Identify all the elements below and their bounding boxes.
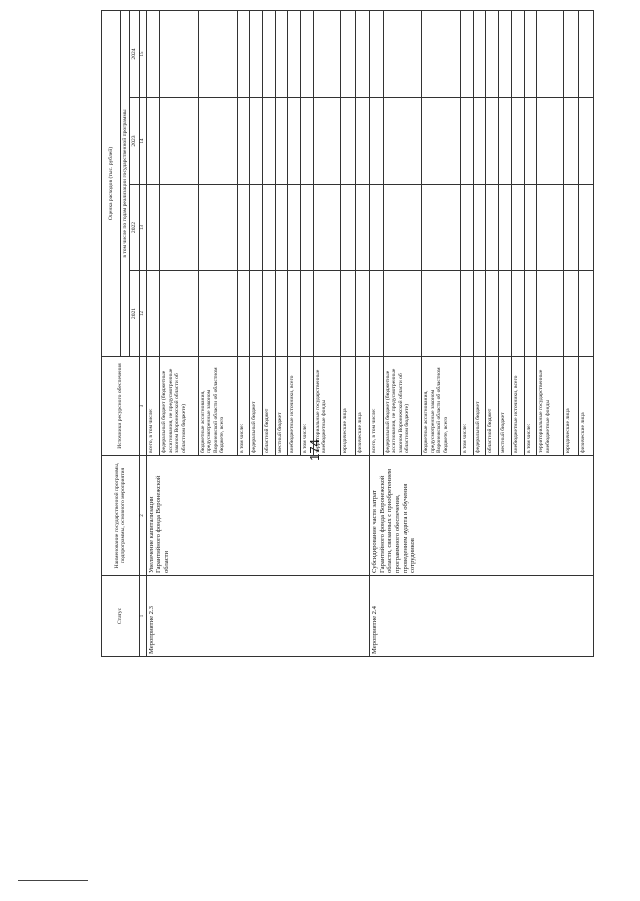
amount-cell [486, 185, 499, 271]
amount-cell [237, 185, 250, 271]
amount-cell [301, 98, 314, 185]
amount-cell [250, 98, 263, 185]
amount-cell [511, 98, 524, 185]
amount-cell [355, 11, 370, 98]
amount-cell [383, 271, 422, 357]
amount-cell [301, 11, 314, 98]
header-year: 2024 [130, 11, 139, 98]
funding-source-cell: местный бюджет [499, 357, 512, 456]
amount-cell [537, 185, 564, 271]
column-number: 13 [139, 185, 146, 271]
amount-cell [578, 185, 593, 271]
amount-cell [499, 185, 512, 271]
amount-cell [537, 271, 564, 357]
amount-cell [564, 271, 579, 357]
header-funding-source: Источники ресурсного обеспечения [102, 357, 140, 456]
amount-cell [288, 11, 301, 98]
amount-cell [370, 271, 383, 357]
page-number: 174 [307, 439, 322, 461]
amount-cell [461, 185, 474, 271]
amount-cell [198, 271, 237, 357]
header-year: 2021 [130, 271, 139, 357]
amount-cell [537, 98, 564, 185]
amount-cell [275, 271, 288, 357]
amount-cell [263, 11, 276, 98]
amount-cell [564, 98, 579, 185]
header-expense-estimate: Оценка расходов (тыс. рублей) [102, 11, 121, 357]
amount-cell [237, 11, 250, 98]
amount-cell [422, 185, 461, 271]
amount-cell [422, 271, 461, 357]
amount-cell [486, 98, 499, 185]
rotated-table-wrapper [101, 48, 594, 810]
column-number: 14 [139, 98, 146, 185]
funding-source-cell: местный бюджет [275, 357, 288, 456]
measure-name: Субсидирование части затрат Гарантийного фонда Воронежской области, связанных с приобретением программного обеспечения, проведением аудита и обучения сотрудников [370, 456, 594, 576]
amount-cell [340, 11, 355, 98]
funding-source-cell: физические лица [355, 357, 370, 456]
amount-cell [198, 98, 237, 185]
amount-cell [461, 11, 474, 98]
amount-cell [511, 11, 524, 98]
amount-cell [578, 98, 593, 185]
amount-cell [486, 11, 499, 98]
amount-cell [511, 271, 524, 357]
amount-cell [422, 11, 461, 98]
funding-source-cell: юридические лица [340, 357, 355, 456]
amount-cell [473, 98, 486, 185]
expenses-table [101, 10, 594, 657]
table-row [146, 11, 159, 657]
amount-cell [524, 271, 537, 357]
header-year: 2022 [130, 185, 139, 271]
amount-cell [499, 98, 512, 185]
amount-cell [160, 271, 199, 357]
amount-cell [146, 271, 159, 357]
funding-source-cell: федеральный бюджет [250, 357, 263, 456]
funding-source-cell: в том числе: [237, 357, 250, 456]
funding-source-cell: бюджетные ассигнования, предусмотренные законом Воронежской области об областном бюджете, всего [422, 357, 461, 456]
amount-cell [511, 185, 524, 271]
amount-cell [370, 11, 383, 98]
amount-cell [263, 271, 276, 357]
funding-source-cell: бюджетные ассигнования, предусмотренные законом Воронежской области об областном бюджете, всего [198, 357, 237, 456]
funding-source-cell: территориальные государственные внебюджетные фонды [537, 357, 564, 456]
funding-source-cell: федеральный бюджет (бюджетные ассигнования, не предусмотренные законом Воронежской области об областном бюджете) [160, 357, 199, 456]
amount-cell [275, 185, 288, 271]
amount-cell [383, 185, 422, 271]
funding-source-cell: в том числе: [461, 357, 474, 456]
amount-cell [313, 185, 340, 271]
funding-source-cell: федеральный бюджет (бюджетные ассигнования, не предусмотренные законом Воронежской области об областном бюджете) [383, 357, 422, 456]
funding-source-cell: физические лица [578, 357, 593, 456]
amount-cell [578, 271, 593, 357]
amount-cell [537, 11, 564, 98]
funding-source-cell: юридические лица [564, 357, 579, 456]
funding-source-cell: в том числе: [524, 357, 537, 456]
amount-cell [486, 271, 499, 357]
amount-cell [473, 11, 486, 98]
measure-status: Мероприятие 2.4 [370, 576, 594, 657]
amount-cell [301, 185, 314, 271]
header-program-name: Наименование государственной программы, подпрограммы, основного мероприятия [102, 456, 140, 576]
amount-cell [288, 185, 301, 271]
funding-source-cell: внебюджетные источники, всего [511, 357, 524, 456]
amount-cell [288, 98, 301, 185]
amount-cell [461, 98, 474, 185]
amount-cell [340, 185, 355, 271]
amount-cell [146, 98, 159, 185]
column-number: 2 [139, 456, 146, 576]
amount-cell [313, 98, 340, 185]
amount-cell [263, 185, 276, 271]
funding-source-cell: федеральный бюджет [473, 357, 486, 456]
funding-source-cell: в том числе: [301, 357, 314, 456]
amount-cell [370, 98, 383, 185]
amount-cell [524, 11, 537, 98]
amount-cell [275, 98, 288, 185]
amount-cell [473, 185, 486, 271]
amount-cell [198, 185, 237, 271]
funding-source-cell: внебюджетные источники, всего [288, 357, 301, 456]
amount-cell [250, 185, 263, 271]
amount-cell [383, 11, 422, 98]
amount-cell [524, 98, 537, 185]
amount-cell [340, 271, 355, 357]
amount-cell [301, 271, 314, 357]
amount-cell [313, 11, 340, 98]
funding-source-cell: областной бюджет [263, 357, 276, 456]
amount-cell [288, 271, 301, 357]
header-year: 2023 [130, 98, 139, 185]
amount-cell [564, 11, 579, 98]
measure-status: Мероприятие 2.3 [146, 576, 369, 657]
funding-source-cell: всего, в том числе: [370, 357, 383, 456]
amount-cell [355, 185, 370, 271]
amount-cell [146, 11, 159, 98]
amount-cell [146, 185, 159, 271]
amount-cell [263, 98, 276, 185]
amount-cell [383, 98, 422, 185]
table-row [370, 11, 383, 657]
amount-cell [198, 11, 237, 98]
header-by-years: в том числе по годам реализации государственной программы [121, 11, 130, 357]
column-number: 12 [139, 271, 146, 357]
amount-cell [250, 271, 263, 357]
amount-cell [355, 98, 370, 185]
amount-cell [160, 98, 199, 185]
amount-cell [370, 185, 383, 271]
amount-cell [275, 11, 288, 98]
column-number: 3 [139, 357, 146, 456]
expenses-table-container [101, 11, 594, 657]
amount-cell [499, 11, 512, 98]
amount-cell [355, 271, 370, 357]
amount-cell [250, 11, 263, 98]
amount-cell [473, 271, 486, 357]
amount-cell [524, 185, 537, 271]
amount-cell [340, 98, 355, 185]
amount-cell [160, 11, 199, 98]
table-body [146, 11, 593, 657]
funding-source-cell: территориальные государственные внебюджетные фонды [313, 357, 340, 456]
amount-cell [313, 271, 340, 357]
amount-cell [499, 271, 512, 357]
funding-source-cell: областной бюджет [486, 357, 499, 456]
column-number: 1 [139, 576, 146, 657]
amount-cell [564, 185, 579, 271]
bottom-divider [18, 880, 88, 881]
header-status: Статус [102, 576, 140, 657]
funding-source-cell: всего, в том числе: [146, 357, 159, 456]
amount-cell [160, 185, 199, 271]
amount-cell [461, 271, 474, 357]
amount-cell [578, 11, 593, 98]
amount-cell [237, 271, 250, 357]
column-number: 15 [139, 11, 146, 98]
measure-name: Увеличение капитализации Гарантийного фонда Воронежской области [146, 456, 369, 576]
amount-cell [422, 98, 461, 185]
amount-cell [237, 98, 250, 185]
